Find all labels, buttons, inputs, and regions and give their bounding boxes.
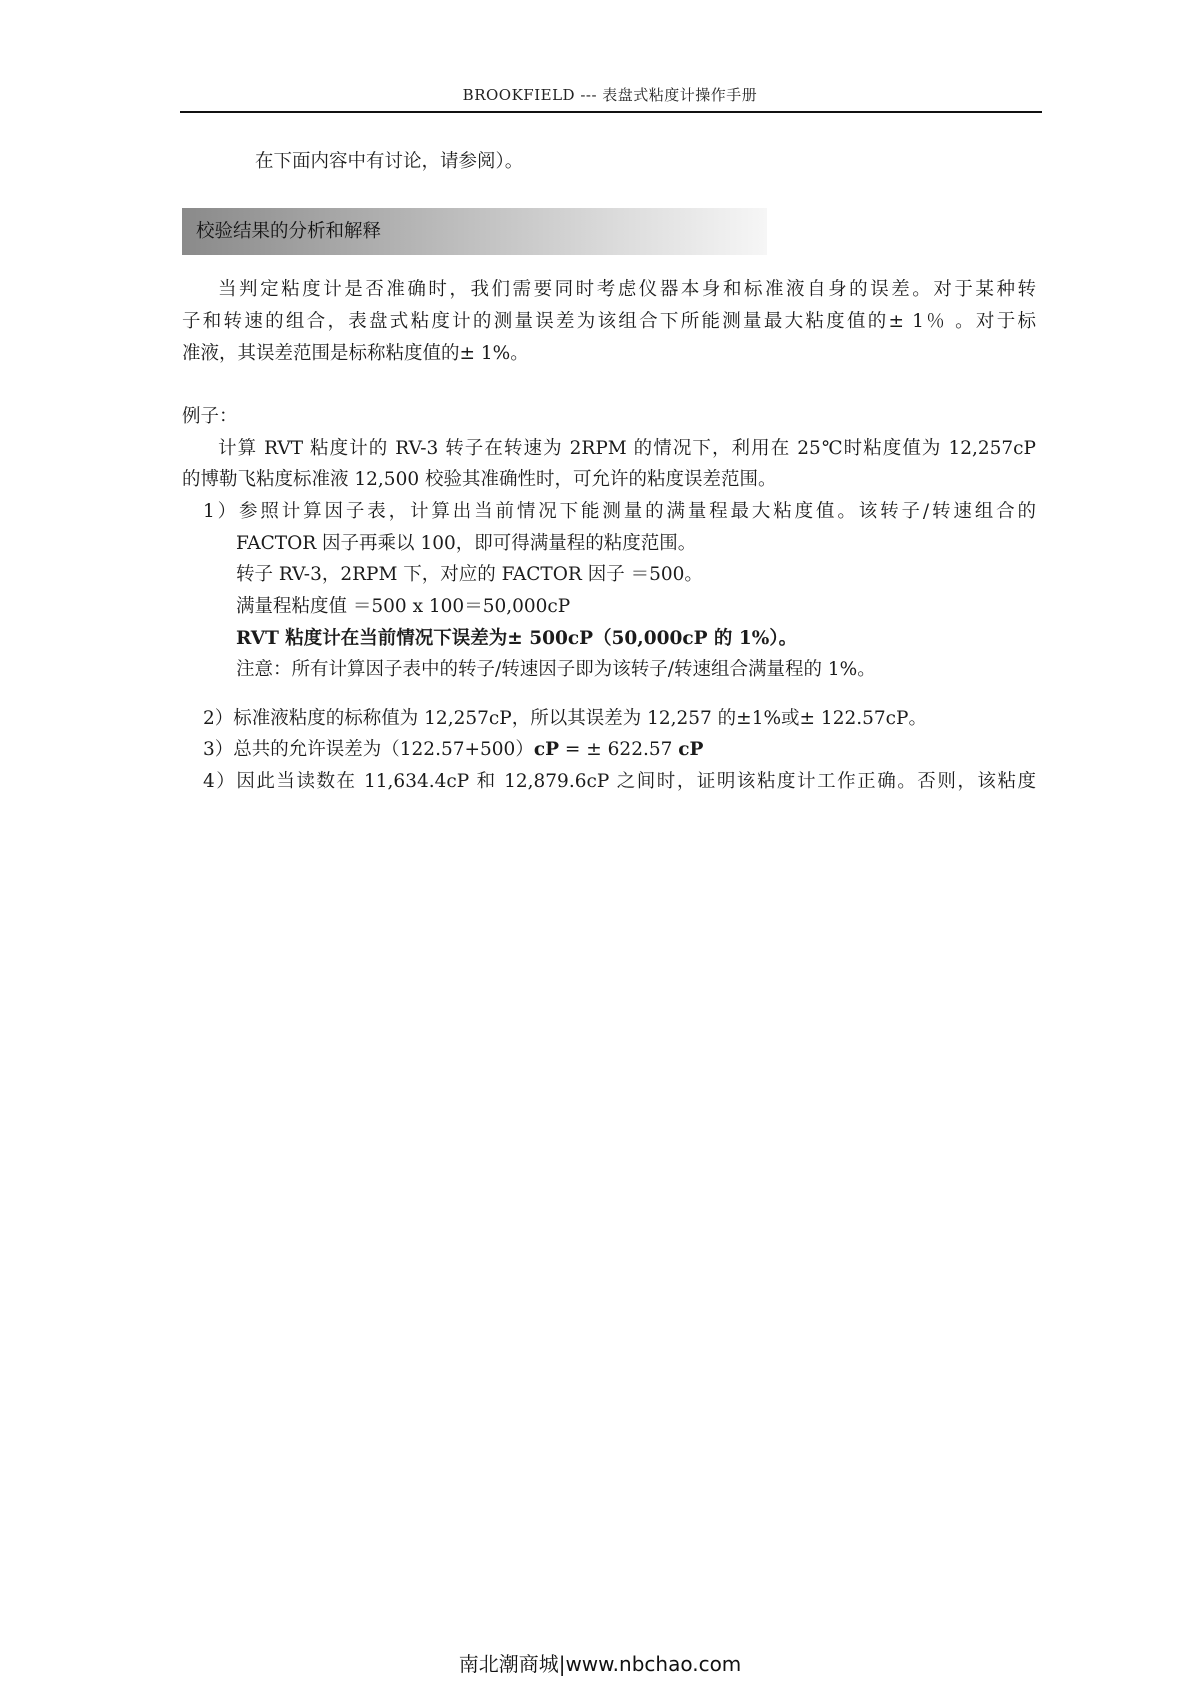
example-line: 计算 RVT 粘度计的 RV-3 转子在转速为 2RPM 的情况下，利用在 25℃时粘度值为 12,257cP	[218, 438, 1036, 459]
section-heading: 校验结果的分析和解释	[196, 221, 382, 242]
step-1-line: 转子 RV-3，2RPM 下，对应的 FACTOR 因子 ＝500。	[236, 564, 703, 585]
example-line: 的博勒飞粘度标准液 12,500 校验其准确性时，可允许的粘度误差范围。	[182, 469, 777, 490]
example-label: 例子：	[182, 406, 238, 427]
step-4-line: 4）因此当读数在 11,634.4cP 和 12,879.6cP 之间时，证明该粘度计工作正确。否则，该粘度	[203, 771, 1036, 792]
step-3-line	[203, 737, 703, 763]
step-1-line: FACTOR 因子再乘以 100，即可得满量程的粘度范围。	[236, 533, 697, 554]
paragraph-line: 准液，其误差范围是标称粘度值的± 1%。	[182, 343, 529, 364]
step-3-value: = ± 622.57	[559, 739, 679, 760]
intro-line: 在下面内容中有讨论，请参阅）。	[255, 151, 524, 172]
paragraph-line: 当判定粘度计是否准确时，我们需要同时考虑仪器本身和标准液自身的误差。对于某种转	[218, 279, 1036, 300]
step-3-unit: cP	[678, 739, 704, 760]
section-heading-banner	[182, 208, 767, 255]
step-1-note: 注意：所有计算因子表中的转子/转速因子即为该转子/转速组合满量程的 1%。	[236, 659, 876, 680]
running-header: BROOKFIELD --- 表盘式粘度计操作手册	[462, 86, 758, 104]
footer-watermark: 南北潮商城|www.nbchao.com	[458, 1652, 742, 1676]
step-3-text: 3）总共的允许误差为（122.57+500）	[203, 739, 534, 760]
step-2-line: 2）标准液粘度的标称值为 12,257cP，所以其误差为 12,257 的±1%或± 122.57cP。	[203, 708, 927, 729]
step-1-line: 1）参照计算因子表，计算出当前情况下能测量的满量程最大粘度值。该转子/转速组合的	[203, 501, 1036, 522]
step-1-result: RVT 粘度计在当前情况下误差为± 500cP（50,000cP 的 1%）。	[236, 628, 798, 649]
paragraph-line: 子和转速的组合，表盘式粘度计的测量误差为该组合下所能测量最大粘度值的± 1％ 。对于标	[182, 311, 1036, 332]
step-3-unit: cP	[533, 739, 560, 760]
header-rule	[180, 111, 1042, 113]
step-1-line: 满量程粘度值 ＝500 x 100＝50,000cP	[236, 596, 571, 617]
